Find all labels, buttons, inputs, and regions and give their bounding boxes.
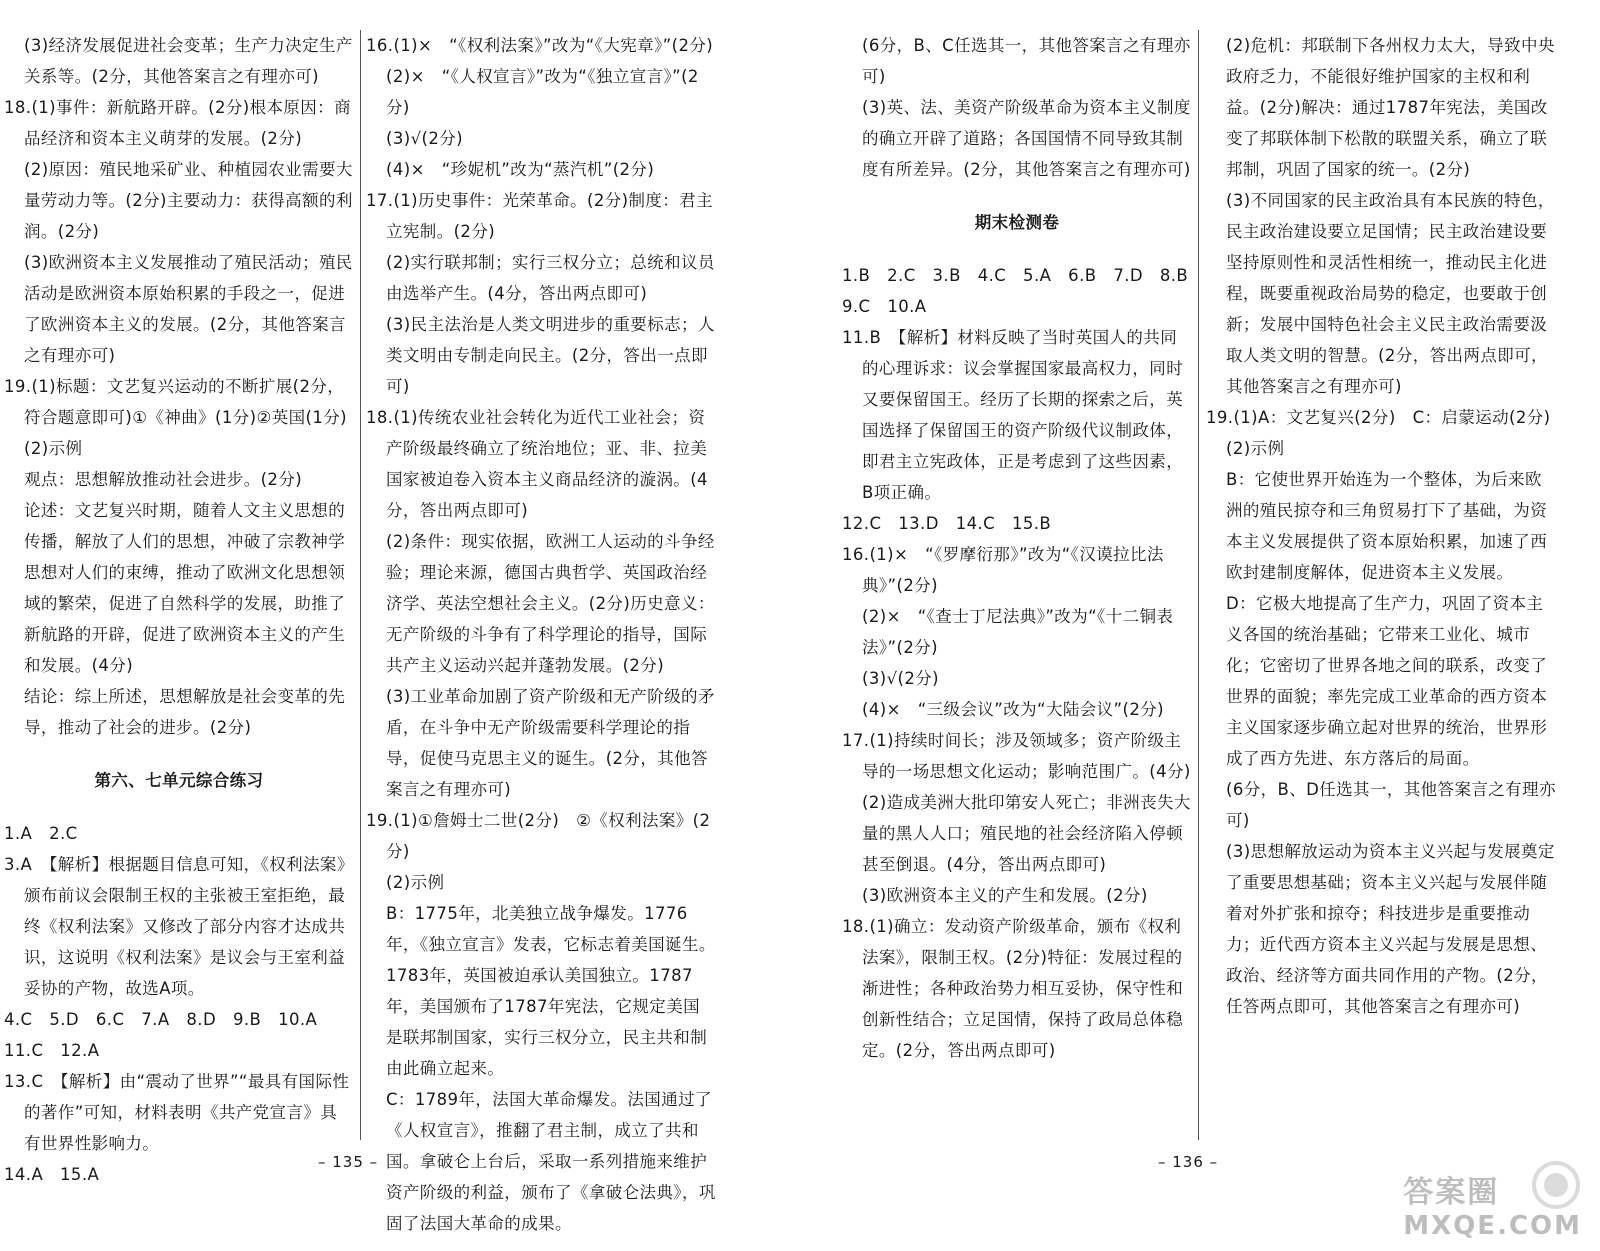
answer-paragraph: 9.C 10.A (842, 297, 927, 316)
answer-paragraph: 结论：综上所述，思想解放是社会变革的先导，推动了社会的进步。(2分) (24, 687, 346, 737)
section-title: 第六、七单元综合练习 (94, 771, 264, 790)
answer-paragraph: 11.B 【解析】材料反映了当时英国人的共同的心理诉求：议会掌握国家最高权力，同时又要保留国王。经历了长期的探索之后，英国选择了保留国王的资产阶级代议制政体，即君主立宪政体，正是考虑到了这些因素，B项正确。 (842, 328, 1184, 502)
column-divider (1198, 30, 1199, 1140)
answer-paragraph: (3)工业革命加剧了资产阶级和无产阶级的矛盾，在斗争中无产阶级需要科学理论的指导，促使马克思主义的诞生。(2分，其他答案言之有理亦可) (386, 687, 715, 799)
answer-paragraph: (2)示例 (1226, 439, 1285, 458)
answer-paragraph: (3)经济发展促进社会变革；生产力决定生产关系等。(2分，其他答案言之有理亦可) (24, 36, 353, 86)
answer-paragraph: (2)条件：现实依据，欧洲工人运动的斗争经验；理论来源，德国古典哲学、英国政治经济学、英法空想社会主义。(2分)历史意义：无产阶级的斗争有了科学理论的指导，国际共产主义运动兴起并蓬勃发展。(2分) (386, 532, 715, 675)
answer-paragraph: 观点：思想解放推动社会进步。(2分) (24, 470, 303, 489)
answer-paragraph: 17.(1)持续时间长；涉及领域多；资产阶级主导的一场思想文化运动；影响范围广。(4分) (842, 731, 1191, 781)
page-number: – 135 – (318, 1153, 379, 1171)
answer-paragraph: 16.(1)× “《权利法案》”改为“《大宪章》”(2分) (366, 36, 714, 55)
answer-paragraph: 论述：文艺复兴时期，随着人文主义思想的传播，解放了人们的思想，冲破了宗教神学思想对人们的束缚，推动了欧洲文化思想领域的繁荣，促进了自然科学的发展，助推了新航路的开辟，促进了欧洲资本主义的产生和发展。(4分) (24, 501, 346, 675)
answer-paragraph: 18.(1)事件：新航路开辟。(2分)根本原因：商品经济和资本主义萌芽的发展。(2分) (4, 98, 351, 148)
answer-paragraph: (2)实行联邦制；实行三权分立；总统和议员由选举产生。(4分，答出两点即可) (386, 253, 715, 303)
answer-paragraph: (2)原因：殖民地采矿业、种植园农业需要大量劳动力等。(2分)主要动力：获得高额的利润。(2分) (24, 160, 353, 241)
watermark-text (1403, 1167, 1582, 1241)
answer-paragraph: (3)不同国家的民主政治具有本民族的特色，民主政治建设要立足国情；民主政治建设要坚持原则性和灵活性相统一，推动民主化进程，既要重视政治局势的稳定，也要敢于创新；发展中国特色社会主义民主政治需要汲取人类文明的智慧。(2分，答出两点即可，其他答案言之有理亦可) (1226, 191, 1555, 396)
answer-paragraph: (2)× “《查士丁尼法典》”改为“《十二铜表法》”(2分) (862, 607, 1174, 657)
answer-paragraph: (3)民主法治是人类文明进步的重要标志；人类文明由专制走向民主。(2分，答出一点即可) (386, 315, 715, 396)
answer-paragraph: 18.(1)传统农业社会转化为近代工业社会；资产阶级最终确立了统治地位；亚、非、拉美国家被迫卷入资本主义商品经济的漩涡。(4分，答出两点即可) (366, 408, 708, 520)
answer-paragraph: B：1775年，北美独立战争爆发。1776年，《独立宣言》发表，它标志着美国诞生。1783年，英国被迫承认美国独立。1787年，美国颁布了1787年宪法，它规定美国是联邦制国家，实行三权分立，民主共和制由此确立起来。 (386, 904, 716, 1078)
answer-paragraph: D：它极大地提高了生产力，巩固了资本主义各国的统治基础；它带来工业化、城市化；它密切了世界各地之间的联系，改变了世界的面貌；率先完成工业革命的西方资本主义国家逐步确立起对世界的统治，世界形成了西方先进、东方落后的局面。 (1226, 594, 1548, 768)
answer-paragraph: 11.C 12.A (4, 1041, 100, 1060)
left-page-column-1 (4, 30, 354, 1190)
watermark-line-2: MXQE.COM (1403, 1211, 1582, 1241)
answer-paragraph: 14.A 15.A (4, 1165, 100, 1184)
answer-paragraph: (2)危机：邦联制下各州权力太大，导致中央政府乏力，不能很好维护国家的主权和利益。(2分)解决：通过1787年宪法，美国改变了邦联体制下松散的联盟关系，确立了联邦制，巩固了国家的统一。(2分) (1226, 36, 1555, 179)
answer-paragraph: (2)造成美洲大批印第安人死亡；非洲丧失大量的黑人人口；殖民地的社会经济陷入停顿甚至倒退。(4分，答出两点即可) (862, 793, 1191, 874)
answer-paragraph: (3)思想解放运动为资本主义兴起与发展奠定了重要思想基础；资本主义兴起与发展伴随着对外扩张和掠夺；科技进步是重要推动力；近代西方资本主义兴起与发展是思想、政治、经济等方面共同作用的产物。(2分，任答两点即可，其他答案言之有理亦可) (1226, 842, 1555, 1016)
answer-paragraph: 16.(1)× “《罗摩衍那》”改为“《汉谟拉比法典》”(2分) (842, 545, 1164, 595)
answer-paragraph: 1.A 2.C (4, 824, 78, 843)
column-divider (360, 30, 361, 1140)
answer-paragraph: 19.(1)A：文艺复兴(2分) C：启蒙运动(2分) (1206, 408, 1551, 427)
answer-paragraph: (3)√(2分) (862, 669, 939, 688)
answer-paragraph: 19.(1)①詹姆士二世(2分) ②《权利法案》(2分) (366, 811, 711, 861)
page-number: – 136 – (1158, 1153, 1219, 1171)
answer-paragraph: (3)√(2分) (386, 129, 463, 148)
answer-paragraph: (3)英、法、美资产阶级革命为资本主义制度的确立开辟了道路；各国国情不同导致其制度有所差异。(2分，其他答案言之有理亦可) (862, 98, 1191, 179)
answer-paragraph: 18.(1)确立：发动资产阶级革命，颁布《权利法案》，限制王权。(2分)特征：发展过程的渐进性；各种政治势力相互妥协，保守性和创新性结合；立足国情，保持了政局总体稳定。(2分，答出两点即可) (842, 917, 1184, 1060)
answer-paragraph: 4.C 5.D 6.C 7.A 8.D 9.B 10.A (4, 1010, 318, 1029)
right-page-column-1 (842, 30, 1192, 1066)
page-right (840, 0, 1600, 1251)
answer-paragraph: 13.C 【解析】由“震动了世界”“最具有国际性的著作”可知，材料表明《共产党宣言》具有世界性影响力。 (4, 1072, 350, 1153)
answer-paragraph: 12.C 13.D 14.C 15.B (842, 514, 1052, 533)
answer-paragraph: (6分，B、D任选其一，其他答案言之有理亦可) (1226, 780, 1556, 830)
answer-paragraph: (3)欧洲资本主义的产生和发展。(2分) (862, 886, 1148, 905)
answer-paragraph: (2)示例 (24, 439, 83, 458)
answer-paragraph: C：1789年，法国大革命爆发。法国通过了《人权宣言》，推翻了君主制，成立了共和国。拿破仑上台后，采取一系列措施来维护资产阶级的利益，颁布了《拿破仑法典》，巩固了法国大革命的成果。 (386, 1090, 716, 1233)
answer-paragraph: (2)示例 (386, 873, 445, 892)
answer-paragraph: 3.A 【解析】根据题目信息可知，《权利法案》颁布前议会限制王权的主张被王室拒绝，最终《权利法案》又修改了部分内容才达成共识，这说明《权利法案》是议会与王室利益妥协的产物，故选A项。 (4, 855, 354, 998)
answer-paragraph: (6分，B、C任选其一，其他答案言之有理亦可) (862, 36, 1191, 86)
left-page-column-2 (366, 30, 716, 1239)
answer-paragraph: (2)× “《人权宣言》”改为“《独立宣言》”(2分) (386, 67, 699, 117)
answer-paragraph: (4)× “珍妮机”改为“蒸汽机”(2分) (386, 160, 655, 179)
answer-paragraph: (4)× “三级会议”改为“大陆会议”(2分) (862, 700, 1164, 719)
answer-paragraph: (3)欧洲资本主义发展推动了殖民活动；殖民活动是欧洲资本原始积累的手段之一，促进了欧洲资本主义的发展。(2分，其他答案言之有理亦可) (24, 253, 353, 365)
answer-paragraph: 19.(1)标题：文艺复兴运动的不断扩展(2分，符合题意即可)①《神曲》(1分)②英国(1分) (4, 377, 347, 427)
answer-paragraph: 17.(1)历史事件：光荣革命。(2分)制度：君主立宪制。(2分) (366, 191, 713, 241)
watermark-line-1: 答案圈 (1403, 1175, 1500, 1210)
answer-paragraph: B：它使世界开始连为一个整体，为后来欧洲的殖民掠夺和三角贸易打下了基础，为资本主义发展提供了资本原始积累，加速了西欧封建制度解体，促进资本主义发展。 (1226, 470, 1548, 582)
section-title: 期末检测卷 (974, 213, 1060, 232)
right-page-column-2 (1206, 30, 1556, 1022)
answer-paragraph: 1.B 2.C 3.B 4.C 5.A 6.B 7.D 8.B (842, 266, 1189, 285)
page-left (0, 0, 760, 1251)
